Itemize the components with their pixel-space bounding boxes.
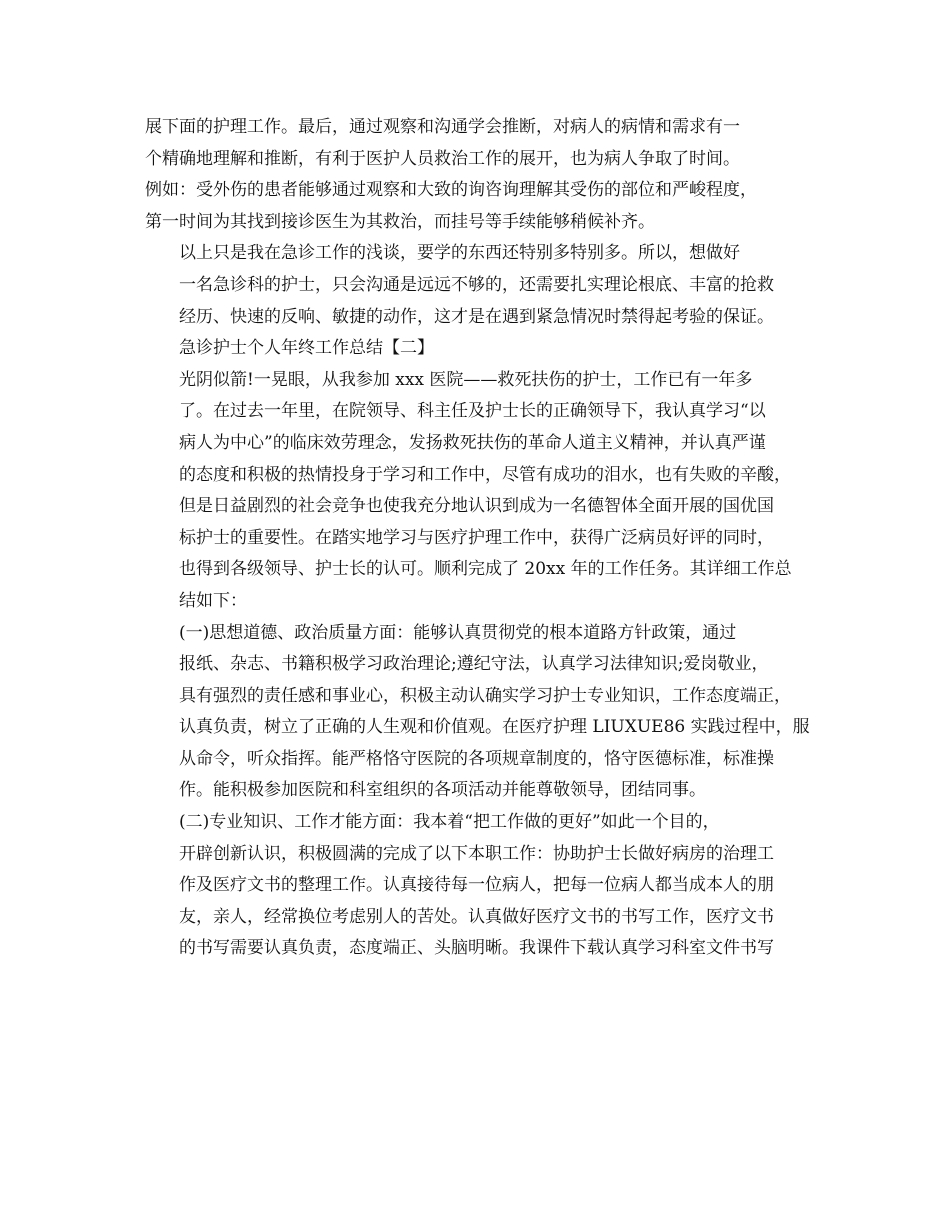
paragraph xyxy=(145,333,807,365)
text-line: 光阴似箭!一晃眼，从我参加 xxx 医院——救死扶伤的护士，工作已有一年多 xyxy=(179,369,753,390)
text-line: 报纸、杂志、书籍积极学习政治理论;遵纪守法，认真学习法律知识;爱岗敬业， xyxy=(179,654,769,675)
text-line: 标护士的重要性。在踏实地学习与医疗护理工作中，获得广泛病员好评的同时， xyxy=(179,527,774,548)
text-line: 以上只是我在急诊工作的浅谈，要学的东西还特别多特别多。所以，想做好 xyxy=(179,243,740,264)
text-line: 认真负责，树立了正确的人生观和价值观。在医疗护理 LIUXUE86 实践过程中，服 xyxy=(179,717,810,738)
text-line: 的态度和积极的热情投身于学习和工作中，尽管有成功的泪水，也有失败的辛酸， xyxy=(179,464,791,485)
text-line: 开辟创新认识，积极圆满的完成了以下本职工作：协助护士长做好病房的治理工 xyxy=(179,843,774,864)
text-line: 的书写需要认真负责，态度端正、头脑明晰。我课件下载认真学习科室文件书写 xyxy=(179,938,774,959)
text-line: 例如：受外伤的患者能够通过观察和大致的询咨询理解其受伤的部位和严峻程度， xyxy=(145,180,757,201)
document-body xyxy=(145,112,810,965)
paragraph xyxy=(145,238,807,333)
text-line: 第一时间为其找到接诊医生为其救治，而挂号等手续能够稍候补齐。 xyxy=(145,211,655,232)
text-line: 了。在过去一年里，在院领导、科主任及护士长的正确领导下，我认真学习“以 xyxy=(179,401,766,422)
text-line: 但是日益剧烈的社会竞争也使我充分地认识到成为一名德智体全面开展的国优国 xyxy=(179,496,774,517)
text-line: 具有强烈的责任感和事业心，积极主动认确实学习护士专业知识，工作态度端正， xyxy=(179,685,791,706)
text-line: 一名急诊科的护士，只会沟通是远远不够的，还需要扎实理论根底、丰富的抢救 xyxy=(179,274,774,295)
text-line: (二)专业知识、工作才能方面：我本着“把工作做的更好”如此一个目的， xyxy=(179,812,720,833)
paragraph xyxy=(145,112,807,238)
text-line: 作及医疗文书的整理工作。认真接待每一位病人，把每一位病人都当成本人的朋 xyxy=(179,875,774,896)
text-line: 经历、快速的反响、敏捷的动作，这才是在遇到紧急情况时禁得起考验的保证。 xyxy=(179,306,774,327)
paragraph xyxy=(145,365,807,618)
text-line: 个精确地理解和推断，有利于医护人员救治工作的展开，也为病人争取了时间。 xyxy=(145,148,740,169)
paragraph xyxy=(145,807,807,965)
text-line: 友，亲人，经常换位考虑别人的苦处。认真做好医疗文书的书写工作，医疗文书 xyxy=(179,906,774,927)
text-line: 结如下： xyxy=(179,590,247,611)
text-line: 急诊护士个人年终工作总结【二】 xyxy=(179,338,434,359)
text-line: 作。能积极参加医院和科室组织的各项活动并能尊敬领导，团结同事。 xyxy=(179,780,706,801)
paragraph xyxy=(145,618,810,808)
text-line: 也得到各级领导、护士长的认可。顺利完成了 20xx 年的工作任务。其详细工作总 xyxy=(179,559,792,580)
text-line: 从命令，听众指挥。能严格恪守医院的各项规章制度的，恪守医德标准，标准操 xyxy=(179,748,774,769)
text-line: 展下面的护理工作。最后，通过观察和沟通学会推断，对病人的病情和需求有一 xyxy=(145,117,740,137)
text-line: 病人为中心”的临床效劳理念，发扬救死扶伤的革命人道主义精神，并认真严谨 xyxy=(179,432,766,453)
text-line: (一)思想道德、政治质量方面：能够认真贯彻党的根本道路方针政策，通过 xyxy=(179,622,737,643)
